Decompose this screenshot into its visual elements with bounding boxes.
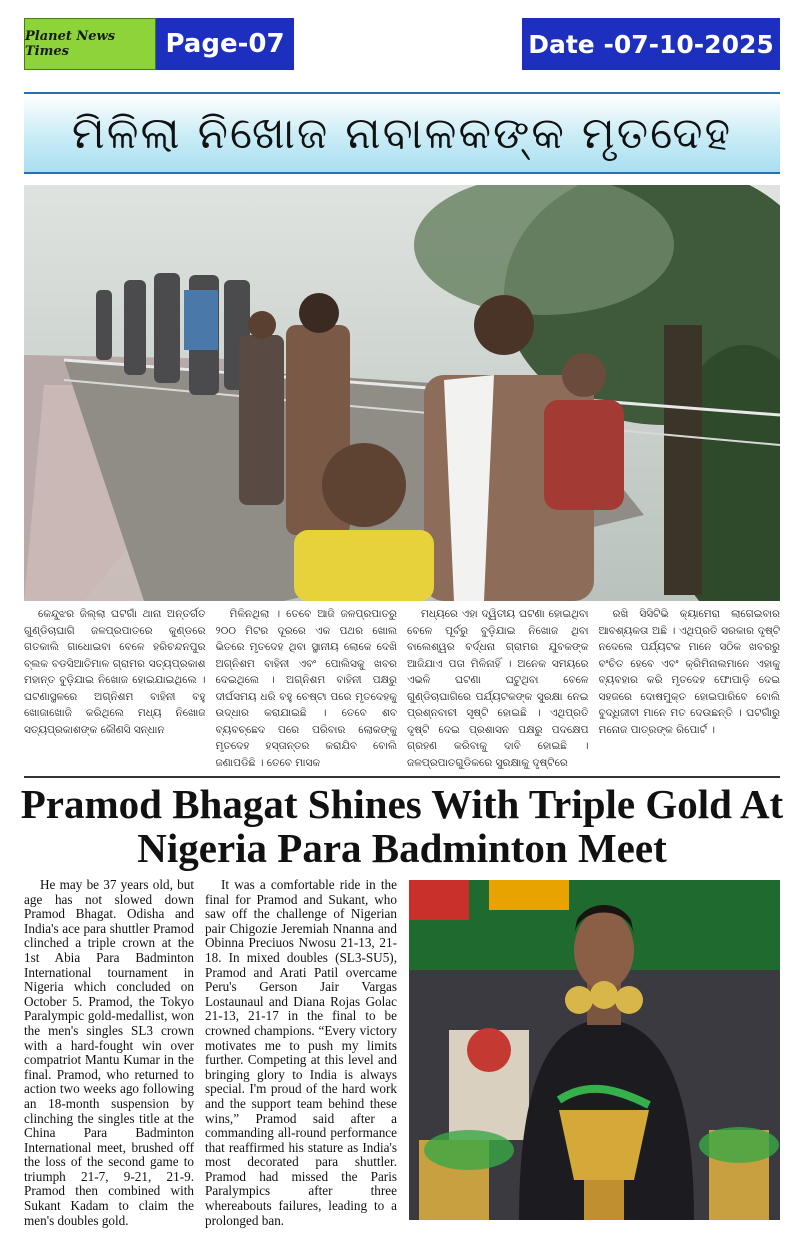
english-column-2 bbox=[205, 878, 397, 1228]
odia-headline-text: ମିଳିଲା ନିଖୋଜ ନାବାଳକଙ୍କ ମୃତଦେହ bbox=[71, 107, 733, 159]
athlete-trophy-photo bbox=[409, 880, 780, 1220]
newspaper-logo bbox=[24, 18, 156, 70]
masthead bbox=[24, 18, 780, 70]
odia-paragraph: ମିଳିନଥିଲା । ତେବେ ଆଜି ଜଳପ୍ରପାତରୁ ୨୦୦ ମିଟର ଦୂରରେ ଏକ ପଥର ଖୋଲ ଭିତରେ ମୃତଦେହ ଥିବା ସ୍ଥାନୀୟ ଲୋକେ ଦେଖି ଅଗ୍ନିଶମ ବାହିନୀ ଏବଂ ପୋଲିସକୁ ଖବର ଦେଇଥିଲେ । ଅଗ୍ନିଶମ ବାହିନୀ ପକ୍ଷରୁ ଦୀର୍ଘସମୟ ଧରି ବହୁ ଚେଷ୍ଟା ପରେ ମୃତଦେହକୁ ଉଦ୍ଧାର କରାଯାଇଛି । ତେବେ ଶବ ବ୍ୟବଚ୍ଛେଦ ପରେ ପରିବାର ଲୋକଙ୍କୁ ମୃତଦେହ ହସ୍ତାନ୍ତର କରାଯିବ ବୋଲି ଜଣାପଡିଛି । ତେବେ ମାସକ bbox=[215, 608, 397, 769]
odia-paragraph: ମଧ୍ୟରେ ଏହା ଦ୍ୱିତୀୟ ଘଟଣା ହୋଇଥିବା ବେଳେ ପୂର୍ବରୁ ବୁଡ଼ିଯାଇ ନିଖୋଜ ଥିବା ବାଲେଶ୍ୱର ବର୍ଦ୍ଧନା ଗ୍ରାମର ଯୁବକଙ୍କ ଆଜିଯାଏ ପତା ମିଳିନାହିଁ । ଅନେକ ସମୟରେ ଏଭଳି ଘଟଣା ଘଟୁଥିବା ବେଳେ ଗୁଣ୍ଡିଚାଘାଗିରେ ପର୍ଯ୍ୟଟକଙ୍କ ସୁରକ୍ଷା ନେଇ ପ୍ରଶ୍ନବାଚୀ ସୃଷ୍ଟି ହୋଇଛି । ଏଥିପ୍ରତି ଦୃଷ୍ଟି ଦେଇ ପ୍ରଶାସନ ପକ୍ଷରୁ ପଦକ୍ଷେପ ଗ୍ରହଣ କରିବାକୁ ଦାବି ହୋଇଛି । ଜଳପ୍ରପାତଗୁଡିକରେ ସୁରକ୍ଷାକୁ ଦୃଷ୍ଟିରେ bbox=[407, 608, 589, 769]
logo-text: Planet News Times bbox=[25, 29, 116, 59]
english-paragraph: He may be 37 years old, but age has not slowed down Pramod Bhagat. Odisha and India's ace para shuttler Pramod clinched a triple crown at the 1st Abia Para Badminton International tournament in Nigeria which concluded on October 5. Pramod, the Tokyo Paralympic gold-medallist, won the men's singles SL3 crown with a hard-fought win over compatriot Mantu Kumar in the final. Pramod, who returned to action two weeks ago following an 18-month suspension by clinching the singles title at the China Para Badminton International meet, brushed off the loss of the second game to triumph 21-7, 9-21, 21-9. Pramod then combined with Sukant Kadam to claim the men's doubles gold. bbox=[24, 877, 194, 1228]
waterfall-scene-photo bbox=[24, 185, 780, 601]
odia-headline bbox=[24, 92, 780, 174]
english-headline: Pramod Bhagat Shines With Triple Gold At Nigeria Para Badminton Meet bbox=[20, 781, 784, 871]
page-number: Page-07 bbox=[165, 29, 285, 59]
page-number-box bbox=[156, 18, 294, 70]
odia-column-4 bbox=[599, 606, 781, 772]
odia-column-3 bbox=[407, 606, 589, 772]
section-divider bbox=[24, 776, 780, 778]
odia-paragraph: କେନ୍ଦୁଝର ଜିଲ୍ଲା ଘଟଗାଁ ଥାନା ଅନ୍ତର୍ଗତ ଗୁଣ୍ଡିଚାଘାଗି ଜଳପ୍ରପାତରେ କୁଣ୍ଡରେ ଗତକାଲି ଗାଧୋଇବା ବେଳେ ହରିଚନ୍ଦନପୁର ବ୍ଲକ ବଡସିଆତିମାଳ ଗ୍ରାମର ସତ୍ୟପ୍ରକାଶ ମହାନ୍ତ ବୁଡ଼ିଯାଇ ନିଖୋଜ ହୋଇଯାଇଥିଲେ । ଘଟଣାସ୍ଥଳରେ ଅଗ୍ନିଶମ ବାହିନୀ ବହୁ ଖୋଜାଖୋଜି କରିଥିଲେ ମଧ୍ୟ ନିଖୋଜ ସତ୍ୟପ୍ରକାଶଙ୍କ କୌଣସି ସନ୍ଧାନ bbox=[24, 608, 206, 736]
edition-date: Date -07-10-2025 bbox=[528, 29, 774, 59]
english-column-1 bbox=[24, 878, 194, 1228]
english-paragraph: It was a comfortable ride in the final for Pramod and Sukant, who saw off the challenge of Nigerian pair Chigozie Jeremiah Nnanna and Obinna Preciuos Nwosu 21-13, 21-18. In mixed doubles (SL3-SU5), Pramod and Arati Patil overcame Peru's Gerson Jair Vargas Lostaunaul and Diana Rojas Golac 21-13, 21-17 in the final to be crowned champions. “Every victory motivates me to push my limits further. Competing at this level and bringing glory to India is always special. I'm proud of the hard work and the support team behind these wins,” Pramod said after a commanding all-round performance that reaffirmed his stature as India's most decorated para shuttler. Pramod had missed the Paris Paralympics after three whereabouts failures, leading to a prolonged ban. bbox=[205, 877, 397, 1228]
odia-column-1 bbox=[24, 606, 206, 772]
odia-article-body bbox=[24, 606, 780, 772]
date-box bbox=[522, 18, 780, 70]
odia-paragraph: ରଖି ସିସିଟିଭି କ୍ୟାମେରା ଲାଗେଇବାର ଆବଶ୍ୟକତା ଅଛି । ଏଥିପ୍ରତି ସରକାର ଦୃଷ୍ଟି ନଦେଲେ ପର୍ଯ୍ୟଟକ ମାନେ ସଠିକ ଖବରରୁ ବଂଚିତ ହେବେ ଏବଂ କ୍ରିମିନାଲମାନେ ଏହାକୁ ବ୍ୟବହାର କରି ମୃତଦେହ ଫୋପାଡ଼ି ଦେଇ ସହଜରେ ଦୋଷମୁକ୍ତ ହୋଇପାରିବେ ବୋଲି ବୁଦ୍ଧିଜୀବୀ ମାନେ ମତ ଦେଉଛନ୍ତି । ଘଟଗାଁରୁ ମନୋଜ ପାତ୍ରଙ୍କ ରିପୋର୍ଟ । bbox=[598, 608, 780, 736]
odia-column-2 bbox=[216, 606, 398, 772]
